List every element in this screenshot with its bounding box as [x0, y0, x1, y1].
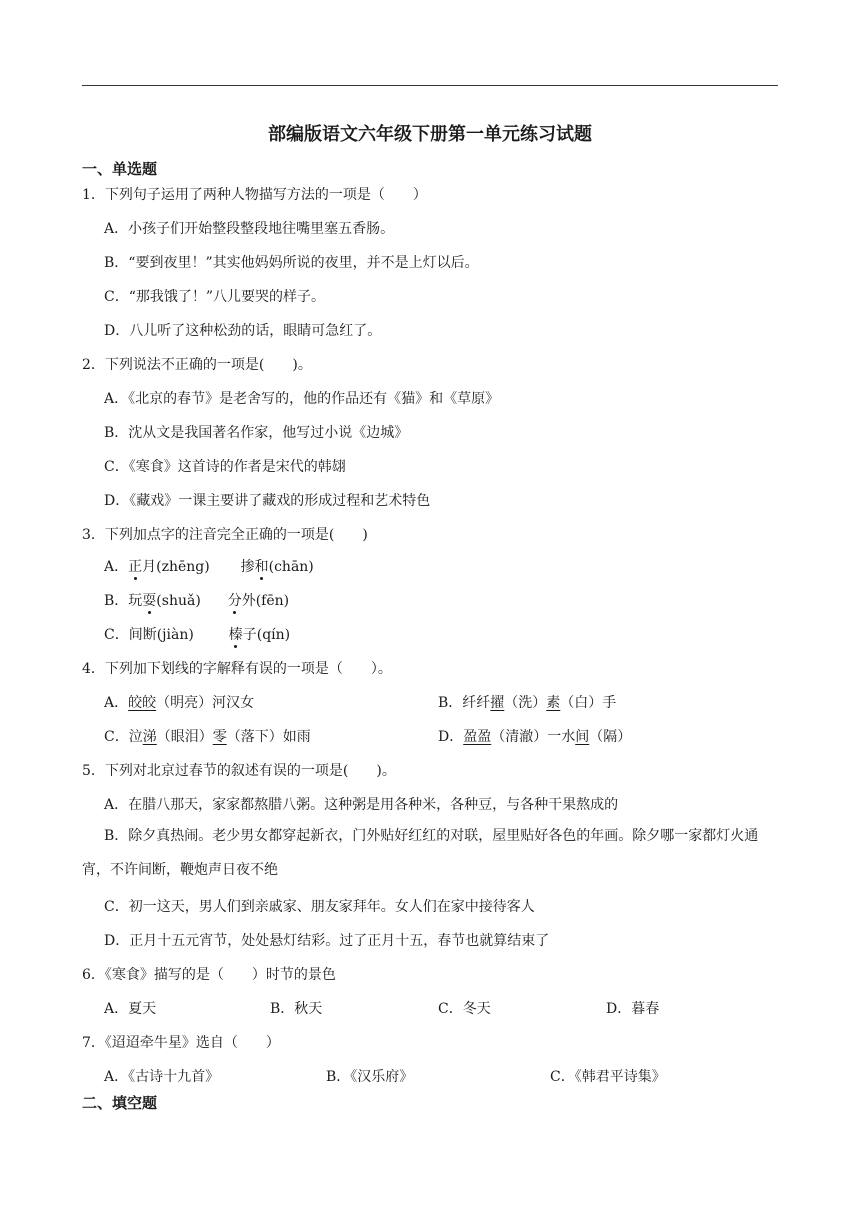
underlined-text: 零: [212, 729, 227, 745]
question-3-option-b: [104, 590, 289, 610]
question-5-option-d: D．正月十五元宵节，处处悬灯结彩。过了正月十五，春节也就算结束了: [104, 933, 550, 949]
pinyin-text: 断(jiàn): [142, 627, 194, 643]
question-7-stem: 7．《迢迢牵牛星》选自（ ）: [82, 1035, 280, 1051]
question-1-option-a: A．小孩子们开始整段整段地往嘴里塞五香肠。: [104, 221, 395, 237]
pinyin-text: 月(zhēng): [142, 559, 210, 575]
question-3-option-a: [104, 556, 314, 576]
option-text: （明亮）河汉女: [156, 695, 255, 711]
question-4-option-a: [104, 692, 254, 712]
question-6-option-a: A．夏天: [104, 1001, 157, 1017]
option-text: （洗）: [504, 695, 547, 711]
pinyin-text: 外(fēn): [241, 593, 290, 609]
underlined-text: 素: [546, 695, 561, 711]
question-7-option-a: A．《古诗十九首》: [104, 1069, 220, 1085]
option-text: 纤纤: [462, 695, 491, 711]
option-label: D．: [438, 729, 464, 745]
char-text: 间: [128, 627, 143, 643]
question-7-option-b: B．《汉乐府》: [326, 1069, 414, 1085]
question-6-stem: 6．《寒食》描写的是（ ）时节的景色: [82, 967, 336, 983]
option-label: B．: [438, 695, 463, 711]
dotted-char: 正: [128, 559, 143, 575]
pinyin-text: (chān): [268, 559, 314, 575]
question-4-stem: 4．下列加下划线的字解释有误的一项是（ ）。: [82, 661, 392, 677]
pinyin-text: 子(qín): [242, 627, 291, 643]
question-1-stem: 1．下列句子运用了两种人物描写方法的一项是（ ）: [82, 187, 427, 203]
option-text: （隔）: [589, 729, 632, 745]
option-label: C．: [104, 729, 129, 745]
page-title: 部编版语文六年级下册第一单元练习试题: [268, 124, 592, 145]
underlined-text: 间: [575, 729, 590, 745]
option-label: C．: [104, 627, 129, 643]
header-rule: [82, 85, 778, 86]
question-5-stem: 5．下列对北京过春节的叙述有误的一项是( )。: [82, 763, 396, 779]
option-text: （落下）如雨: [226, 729, 311, 745]
question-6-option-d: D．暮春: [606, 1001, 660, 1017]
question-4-option-d: [438, 726, 631, 746]
question-1-option-c: C．“那我饿了！”八儿要哭的样子。: [104, 289, 326, 305]
dotted-char: 耍: [142, 593, 157, 609]
question-2-option-a: A．《北京的春节》是老舍写的，他的作品还有《猫》和《草原》: [104, 391, 500, 407]
option-text: 泣: [128, 729, 143, 745]
question-6-option-b: B．秋天: [270, 1001, 323, 1017]
question-2-option-c: C．《寒食》这首诗的作者是宋代的韩翃: [104, 459, 346, 475]
question-5-option-a: A．在腊八那天，家家都熬腊八粥。这种粥是用各种米，各种豆，与各种干果熬成的: [104, 797, 619, 813]
char-text: 掺: [240, 559, 255, 575]
option-label: B．: [104, 593, 129, 609]
question-1-option-d: D．八儿听了这种松劲的话，眼睛可急红了。: [104, 323, 382, 339]
pinyin-text: (shuǎ): [156, 593, 201, 609]
underlined-text: 皎皎: [128, 695, 157, 711]
question-2-option-b: B．沈从文是我国著名作家，他写过小说《边城》: [104, 425, 409, 441]
option-text: （清澈）一水: [491, 729, 576, 745]
dotted-char: 分: [227, 593, 242, 609]
question-4-option-c: [104, 726, 311, 746]
underlined-text: 盈盈: [463, 729, 492, 745]
underlined-text: 涕: [142, 729, 157, 745]
question-2-option-d: D．《藏戏》一课主要讲了藏戏的形成过程和艺术特色: [104, 493, 431, 509]
dotted-char: 和: [254, 559, 269, 575]
question-5-option-c: C．初一这天，男人们到亲戚家、朋友家拜年。女人们在家中接待客人: [104, 899, 535, 915]
underlined-text: 擢: [490, 695, 505, 711]
option-text: （白）手: [560, 695, 617, 711]
option-label: A．: [104, 695, 129, 711]
char-text: 玩: [128, 593, 143, 609]
section-heading-fill-in: 二、填空题: [82, 1094, 158, 1112]
option-label: A．: [104, 559, 129, 575]
question-3-option-c: [104, 624, 290, 644]
dotted-char: 榛: [228, 627, 243, 643]
question-1-option-b: B．“要到夜里！”其实他妈妈所说的夜里，并不是上灯以后。: [104, 255, 479, 271]
question-2-stem: 2．下列说法不正确的一项是( )。: [82, 357, 312, 373]
question-5-option-b: B．除夕真热闹。老少男女都穿起新衣，门外贴好红红的对联，屋里贴好各色的年画。除夕哪一家都灯火通宵，不许间断，鞭炮声日夜不绝: [82, 828, 759, 878]
question-7-option-c: C．《韩君平诗集》: [550, 1069, 666, 1085]
section-heading-single-choice: 一、单选题: [82, 160, 158, 178]
question-6-option-c: C．冬天: [438, 1001, 491, 1017]
question-3-stem: 3．下列加点字的注音完全正确的一项是( ): [82, 527, 368, 543]
question-4-option-b: [438, 692, 616, 712]
option-text: （眼泪）: [156, 729, 213, 745]
